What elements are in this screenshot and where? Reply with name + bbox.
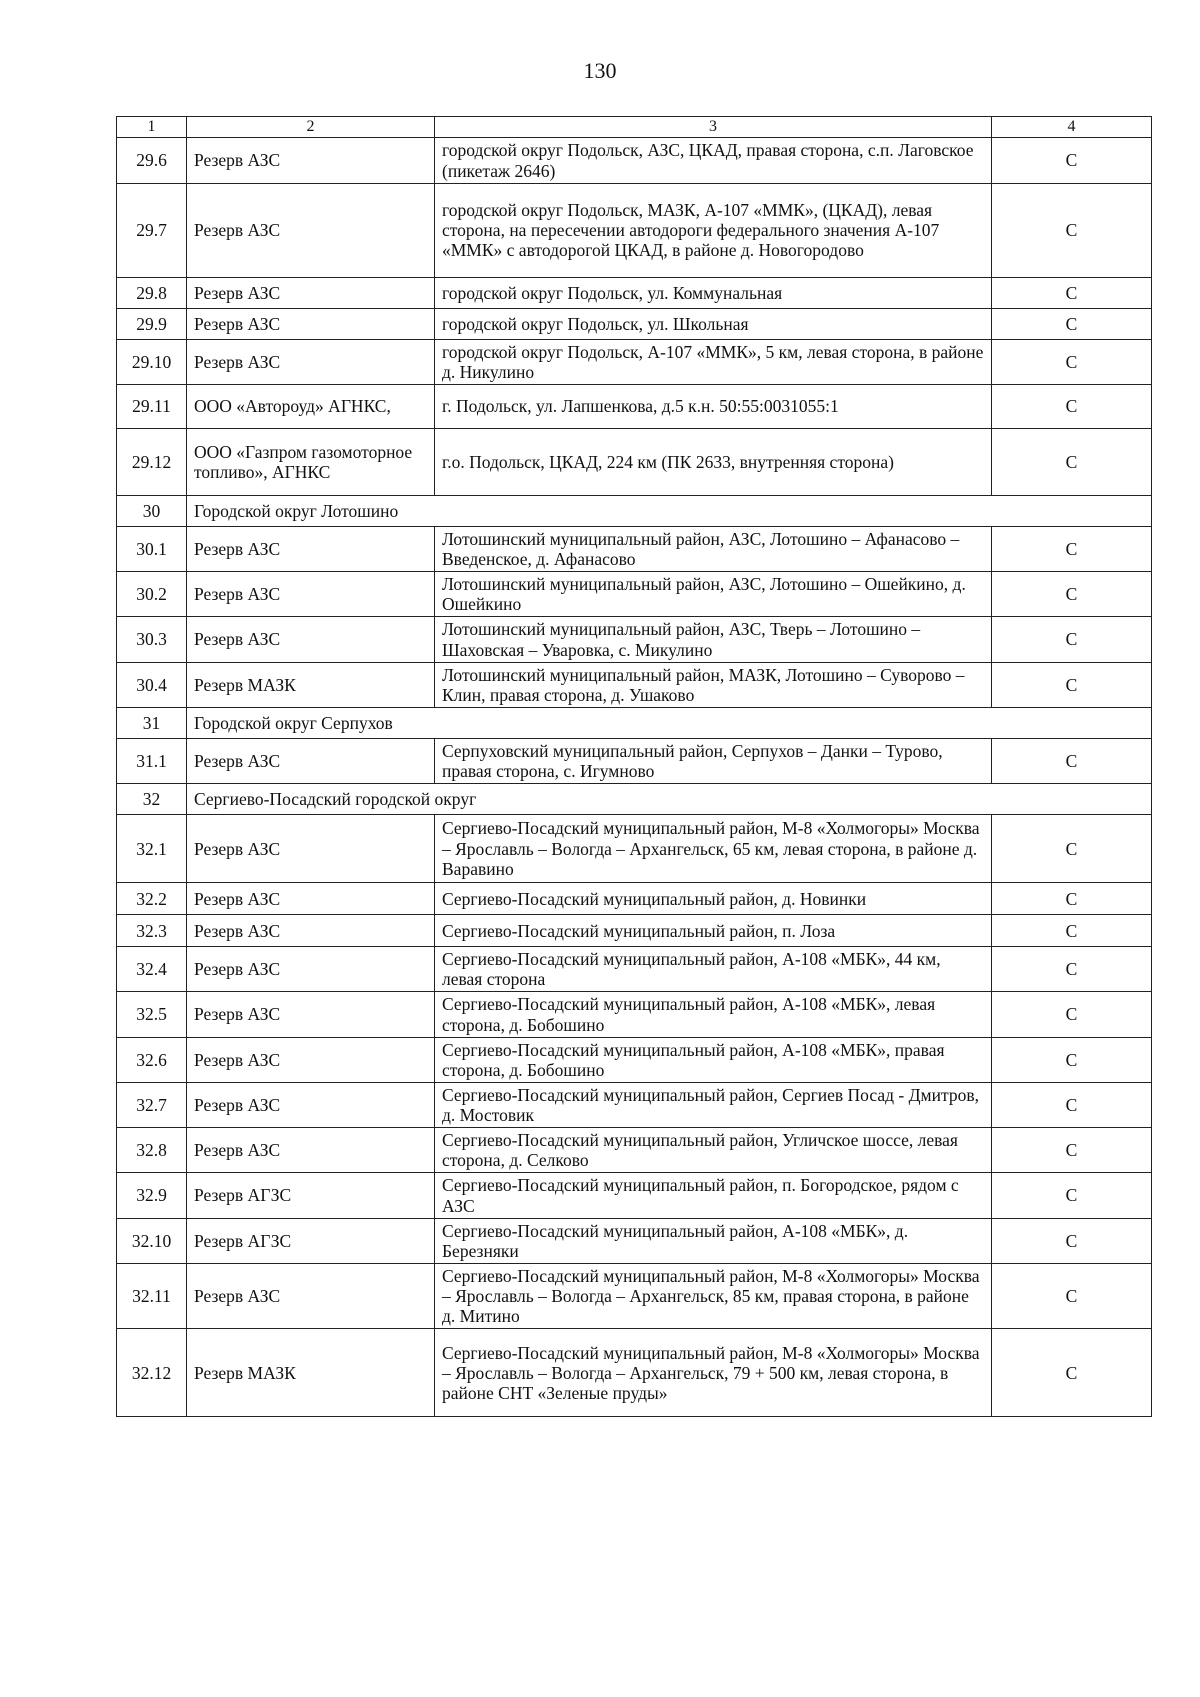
- section-row: [117, 495, 1152, 526]
- category-code: С: [992, 428, 1152, 495]
- location-description: Лотошинский муниципальный район, АЗС, Тверь – Лотошино – Шаховская – Уваровка, с. Микулино: [435, 617, 992, 662]
- facility-name: Резерв МАЗК: [187, 1329, 435, 1417]
- category-code: С: [992, 384, 1152, 428]
- facility-name: Резерв АЗС: [187, 1128, 435, 1173]
- facility-name: Резерв АЗС: [187, 572, 435, 617]
- category-code: С: [992, 815, 1152, 883]
- section-title: Городской округ Серпухов: [187, 707, 1152, 738]
- category-code: С: [992, 138, 1152, 183]
- table-row: [117, 1263, 1152, 1328]
- location-description: Сергиево-Посадский муниципальный район, А-108 «МБК», правая сторона, д. Бобошино: [435, 1037, 992, 1082]
- location-description: Сергиево-Посадский муниципальный район, А-108 «МБК», 44 км, левая сторона: [435, 947, 992, 992]
- category-code: С: [992, 1218, 1152, 1263]
- section-number: 30: [117, 495, 187, 526]
- table-row: [117, 308, 1152, 339]
- section-number: 32: [117, 784, 187, 815]
- table-row: [117, 1128, 1152, 1173]
- facility-name: Резерв АЗС: [187, 947, 435, 992]
- category-code: С: [992, 947, 1152, 992]
- row-number: 29.8: [117, 277, 187, 308]
- category-code: С: [992, 992, 1152, 1037]
- table-row: [117, 915, 1152, 947]
- location-description: Сергиево-Посадский муниципальный район, А-108 «МБК», д. Березняки: [435, 1218, 992, 1263]
- row-number: 32.7: [117, 1082, 187, 1127]
- table-row: [117, 815, 1152, 883]
- facility-name: Резерв АЗС: [187, 915, 435, 947]
- row-number: 32.6: [117, 1037, 187, 1082]
- category-code: С: [992, 662, 1152, 707]
- facility-name: ООО «Газпром газомоторное топливо», АГНКС: [187, 428, 435, 495]
- location-description: Лотошинский муниципальный район, МАЗК, Лотошино – Суворово – Клин, правая сторона, д. Ушаково: [435, 662, 992, 707]
- category-code: С: [992, 339, 1152, 384]
- location-description: Лотошинский муниципальный район, АЗС, Лотошино – Афанасово – Введенское, д. Афанасово: [435, 526, 992, 571]
- location-description: г. Подольск, ул. Лапшенкова, д.5 к.н. 50:55:0031055:1: [435, 384, 992, 428]
- table-row: [117, 617, 1152, 662]
- header-cell-3: 3: [435, 117, 992, 138]
- table-row: [117, 138, 1152, 183]
- row-number: 29.12: [117, 428, 187, 495]
- row-number: 32.10: [117, 1218, 187, 1263]
- facility-name: Резерв АГЗС: [187, 1218, 435, 1263]
- location-description: Сергиево-Посадский муниципальный район, п. Лоза: [435, 915, 992, 947]
- row-number: 32.11: [117, 1263, 187, 1328]
- row-number: 32.9: [117, 1173, 187, 1218]
- facility-name: Резерв АЗС: [187, 308, 435, 339]
- facility-name: Резерв АЗС: [187, 339, 435, 384]
- row-number: 32.1: [117, 815, 187, 883]
- location-description: Сергиево-Посадский муниципальный район, д. Новинки: [435, 883, 992, 915]
- location-description: городской округ Подольск, ул. Коммунальная: [435, 277, 992, 308]
- section-number: 31: [117, 707, 187, 738]
- category-code: С: [992, 617, 1152, 662]
- category-code: С: [992, 572, 1152, 617]
- category-code: С: [992, 1173, 1152, 1218]
- row-number: 32.5: [117, 992, 187, 1037]
- facility-name: ООО «Автороуд» АГНКС,: [187, 384, 435, 428]
- row-number: 31.1: [117, 738, 187, 783]
- table-body: [117, 138, 1152, 1417]
- table-row: [117, 572, 1152, 617]
- category-code: С: [992, 738, 1152, 783]
- header-cell-4: 4: [992, 117, 1152, 138]
- location-description: Сергиево-Посадский муниципальный район, М-8 «Холмогоры» Москва – Ярославль – Вологда – Архангельск, 79 + 500 км, левая сторона, в районе СНТ «Зеленые пруды»: [435, 1329, 992, 1417]
- location-description: городской округ Подольск, МАЗК, А-107 «ММК», (ЦКАД), левая сторона, на пересечении автодороги федерального значения А-107 «ММК» с автодорогой ЦКАД, в районе д. Новогородово: [435, 183, 992, 277]
- table-row: [117, 992, 1152, 1037]
- row-number: 30.2: [117, 572, 187, 617]
- row-number: 32.3: [117, 915, 187, 947]
- facility-name: Резерв АЗС: [187, 738, 435, 783]
- row-number: 29.7: [117, 183, 187, 277]
- table-row: [117, 1218, 1152, 1263]
- location-description: городской округ Подольск, АЗС, ЦКАД, правая сторона, с.п. Лаговское (пикетаж 2646): [435, 138, 992, 183]
- location-description: городской округ Подольск, ул. Школьная: [435, 308, 992, 339]
- table-row: [117, 662, 1152, 707]
- category-code: С: [992, 308, 1152, 339]
- stations-table: [116, 116, 1152, 1417]
- row-number: 29.9: [117, 308, 187, 339]
- category-code: С: [992, 526, 1152, 571]
- facility-name: Резерв АЗС: [187, 883, 435, 915]
- category-code: С: [992, 1128, 1152, 1173]
- section-row: [117, 784, 1152, 815]
- facility-name: Резерв АЗС: [187, 183, 435, 277]
- table-row: [117, 339, 1152, 384]
- facility-name: Резерв АЗС: [187, 526, 435, 571]
- header-cell-1: 1: [117, 117, 187, 138]
- table-row: [117, 526, 1152, 571]
- table-row: [117, 738, 1152, 783]
- row-number: 32.12: [117, 1329, 187, 1417]
- table-row: [117, 1173, 1152, 1218]
- category-code: С: [992, 883, 1152, 915]
- category-code: С: [992, 1037, 1152, 1082]
- category-code: С: [992, 277, 1152, 308]
- facility-name: Резерв МАЗК: [187, 662, 435, 707]
- row-number: 29.10: [117, 339, 187, 384]
- facility-name: Резерв АЗС: [187, 1263, 435, 1328]
- section-title: Сергиево-Посадский городской округ: [187, 784, 1152, 815]
- facility-name: Резерв АЗС: [187, 617, 435, 662]
- location-description: Сергиево-Посадский муниципальный район, М-8 «Холмогоры» Москва – Ярославль – Вологда – Архангельск, 85 км, правая сторона, в районе д. Митино: [435, 1263, 992, 1328]
- header-cell-2: 2: [187, 117, 435, 138]
- location-description: Лотошинский муниципальный район, АЗС, Лотошино – Ошейкино, д. Ошейкино: [435, 572, 992, 617]
- row-number: 32.8: [117, 1128, 187, 1173]
- row-number: 30.4: [117, 662, 187, 707]
- page-number: 130: [583, 58, 617, 83]
- facility-name: Резерв АЗС: [187, 992, 435, 1037]
- row-number: 30.1: [117, 526, 187, 571]
- category-code: С: [992, 1082, 1152, 1127]
- table-row: [117, 1037, 1152, 1082]
- category-code: С: [992, 915, 1152, 947]
- location-description: Сергиево-Посадский муниципальный район, Сергиев Посад - Дмитров, д. Мостовик: [435, 1082, 992, 1127]
- location-description: Серпуховский муниципальный район, Серпухов – Данки – Турово, правая сторона, с. Игумново: [435, 738, 992, 783]
- facility-name: Резерв АЗС: [187, 138, 435, 183]
- location-description: г.о. Подольск, ЦКАД, 224 км (ПК 2633, внутренняя сторона): [435, 428, 992, 495]
- location-description: Сергиево-Посадский муниципальный район, М-8 «Холмогоры» Москва – Ярославль – Вологда – Архангельск, 65 км, левая сторона, в районе д. Варавино: [435, 815, 992, 883]
- category-code: С: [992, 1329, 1152, 1417]
- section-row: [117, 707, 1152, 738]
- location-description: Сергиево-Посадский муниципальный район, п. Богородское, рядом с АЗС: [435, 1173, 992, 1218]
- table-row: [117, 277, 1152, 308]
- table-row: [117, 428, 1152, 495]
- row-number: 29.6: [117, 138, 187, 183]
- category-code: С: [992, 1263, 1152, 1328]
- table-row: [117, 384, 1152, 428]
- row-number: 32.2: [117, 883, 187, 915]
- location-description: Сергиево-Посадский муниципальный район, Угличское шоссе, левая сторона, д. Селково: [435, 1128, 992, 1173]
- table-row: [117, 947, 1152, 992]
- table-row: [117, 1082, 1152, 1127]
- header-row: [117, 117, 1152, 138]
- location-description: городской округ Подольск, А-107 «ММК», 5 км, левая сторона, в районе д. Никулино: [435, 339, 992, 384]
- section-title: Городской округ Лотошино: [187, 495, 1152, 526]
- facility-name: Резерв АГЗС: [187, 1173, 435, 1218]
- location-description: Сергиево-Посадский муниципальный район, А-108 «МБК», левая сторона, д. Бобошино: [435, 992, 992, 1037]
- table-row: [117, 883, 1152, 915]
- facility-name: Резерв АЗС: [187, 815, 435, 883]
- facility-name: Резерв АЗС: [187, 277, 435, 308]
- facility-name: Резерв АЗС: [187, 1037, 435, 1082]
- table-row: [117, 183, 1152, 277]
- facility-name: Резерв АЗС: [187, 1082, 435, 1127]
- category-code: С: [992, 183, 1152, 277]
- row-number: 29.11: [117, 384, 187, 428]
- row-number: 32.4: [117, 947, 187, 992]
- table-row: [117, 1329, 1152, 1417]
- row-number: 30.3: [117, 617, 187, 662]
